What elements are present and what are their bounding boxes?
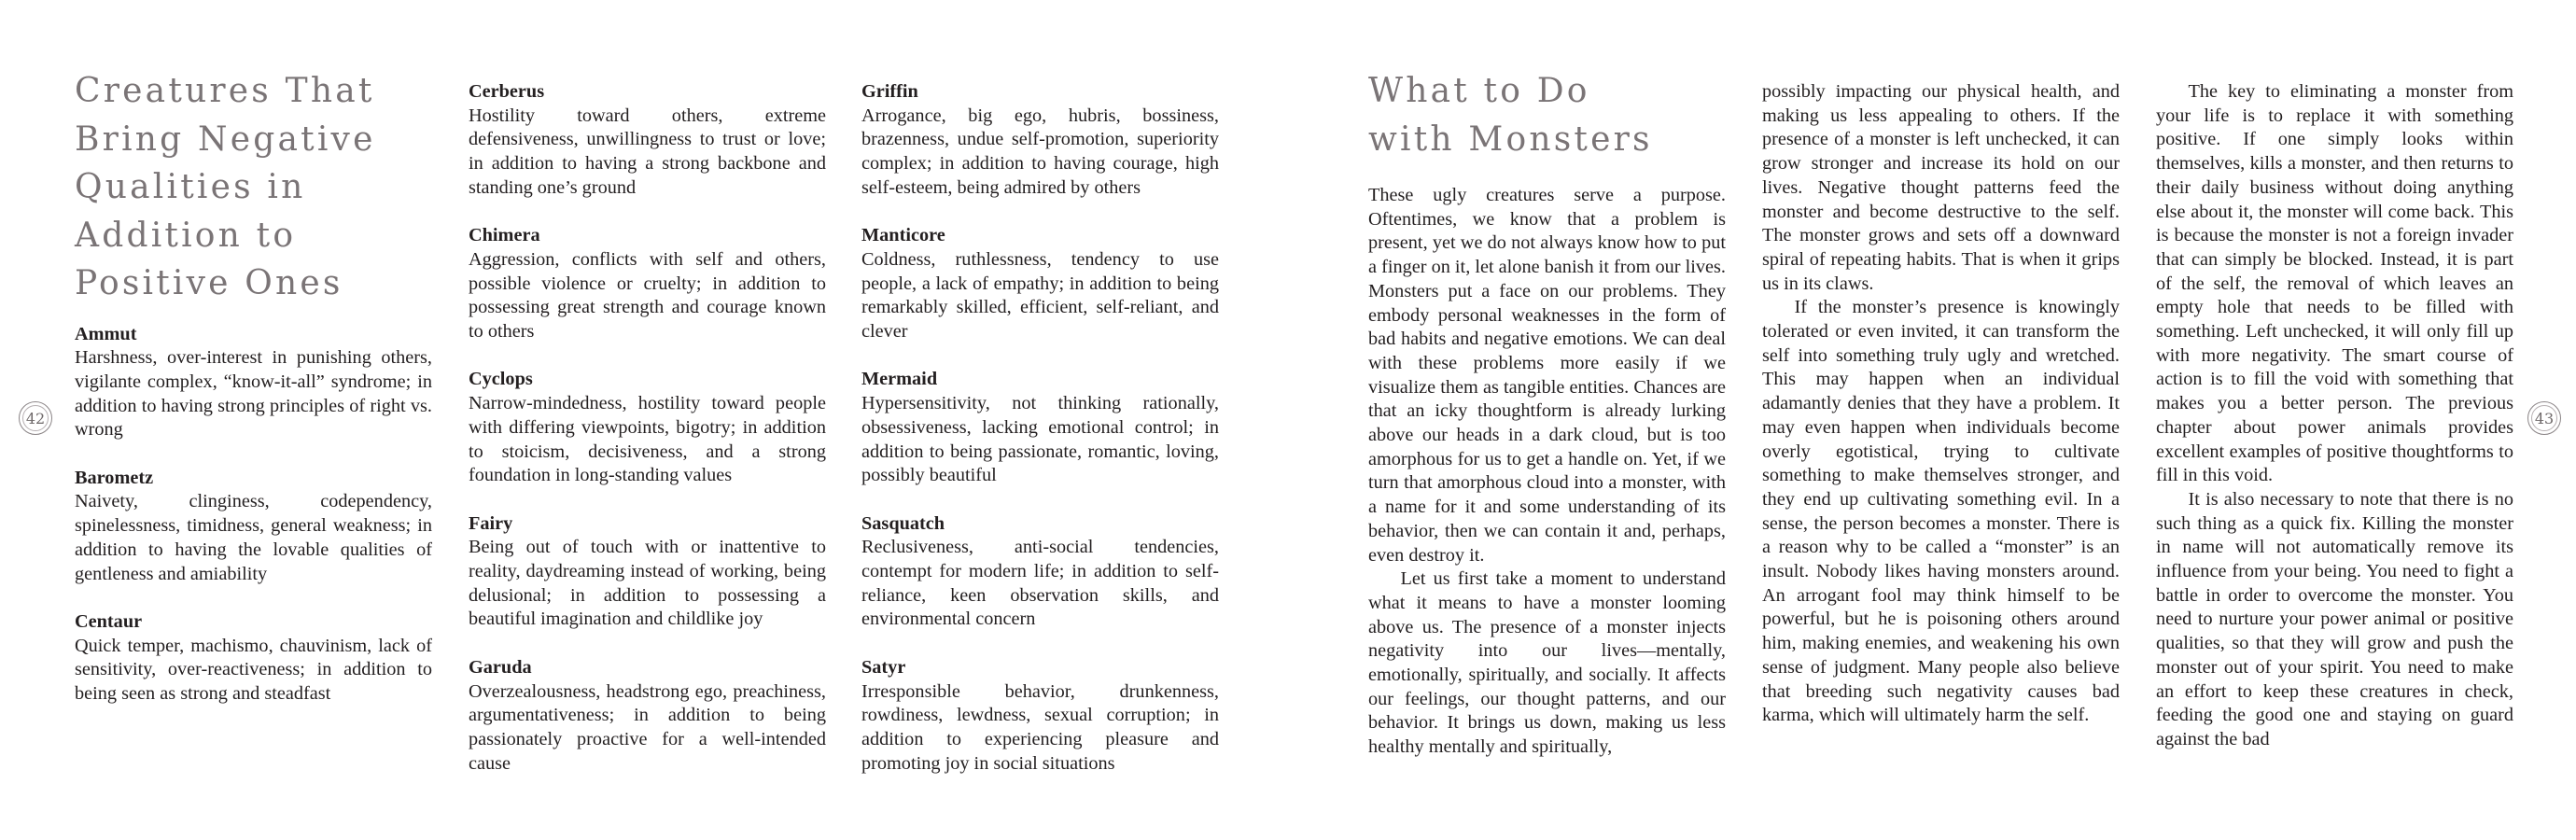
left-page-heading: Creatures That Bring Negative Qualities in Addition to Positive Ones [75, 72, 376, 302]
creature-description: Reclusiveness, anti-social tendencies, contempt for modern life; in addition to self-reliance, keen observation skills, and environmental concern [861, 537, 1219, 630]
creature-entry-garuda [469, 656, 826, 777]
creature-entry-mermaid [861, 368, 1219, 488]
creature-entry-cyclops [469, 368, 826, 488]
right-column-1 [1368, 67, 1726, 760]
body-paragraph: The key to eliminating a monster from your life is to replace it with something positive. If one simply looks within themselves, kills a monster, and then returns to their daily business without doing anything else about it, the monster will come back. This is because the monster is not a foreign invader that can simply be blocked. Instead, it is part of the self, the removal of which leaves an empty hole that needs to be filled with something. Left unchecked, it will only fill up with more negativity. The smart course of action is to fill the void with something that makes you a better person. The previous chapter about power animals provides excellent examples of positive thoughtforms to fill in this void. [2156, 81, 2513, 486]
creature-name: Barometz [75, 467, 154, 488]
creature-name: Satyr [861, 656, 906, 678]
creature-description: Aggression, conflicts with self and others, possible violence or cruelty; in addition to possessing great strength and courage known to others [469, 248, 826, 343]
creature-name: Sasquatch [861, 512, 945, 534]
creature-name: Mermaid [861, 369, 938, 390]
right-column-2 [1762, 80, 2120, 728]
creature-description: Quick temper, machismo, chauvinism, lack of sensitivity, over-reactiveness; in addition to being seen as strong and steadfast [75, 635, 432, 705]
right-column-3 [2156, 80, 2513, 752]
left-column-3 [861, 80, 1219, 800]
creature-name: Manticore [861, 225, 945, 246]
creature-name: Chimera [469, 225, 540, 246]
body-paragraph: If the monster’s presence is knowingly tolerated or even invited, it can transform the self into something truly ugly and wretched. This may happen when an individual adamantly denies that they have a problem. It may even happen when individuals become overly egotistical, trying to cultivate something to make themselves stronger, and they end up cultivating something evil. In a sense, the person becomes a monster. There is a reason why to be called a “monster” is an insult. Nobody likes having monsters around. An arrogant fool may think himself to be powerful, but he is poisoning others around him, making enemies, and weakening his own sense of judgment. Many people also believe that breeding such negativity causes bad karma, which will ultimately harm the self. [1762, 297, 2120, 726]
creature-description: Being out of touch with or inattentive to reality, daydreaming instead of working, being delusional; in addition to possessing a beautiful imagination and childlike joy [469, 537, 826, 630]
creature-description: Overzealousness, headstrong ego, preachiness, argumentativeness; in addition to being passionately proactive for a well-intended cause [469, 680, 826, 774]
body-paragraph: It is also necessary to note that there is no such thing as a quick fix. Killing the monster in name will not automatically remove its influence from your being. You need to fight a battle in order to overcome the monster. You need to nurture your power animal or positive qualities, so that they will grow and push the monster out of your spirit. You need to make an effort to keep these creatures in check, feeding the good one and staying on guard against the bad [2156, 488, 2513, 749]
page-number-right: 43 [2527, 401, 2561, 435]
creature-entry-fairy [469, 512, 826, 633]
body-paragraph: possibly impacting our physical health, and making us less appealing to others. If the presence of a monster is left unchecked, it can grow stronger and increase its hold on our lives. Negative thought patterns feed the monster and become destructive to the self. The monster grows and sets off a downward spiral of repeating habits. That is when it grips us in its claws. [1762, 81, 2120, 294]
creature-name: Cerberus [469, 81, 545, 102]
creature-entry-ammut [75, 323, 432, 443]
creature-description: Hypersensitivity, not thinking rationally, obsessiveness, lacking emotional control; in addition to being passionate, romantic, loving, possibly beautiful [861, 393, 1219, 486]
creature-name: Cyclops [469, 369, 533, 390]
creature-description: Harshness, over-interest in punishing others, vigilante complex, “know-it-all” syndrome; in addition to having strong principles of right vs. wrong [75, 347, 432, 441]
creature-entry-chimera [469, 224, 826, 344]
creature-description: Hostility toward others, extreme defensiveness, unwillingness to trust or love; in addition to having a strong backbone and standing one’s ground [469, 105, 826, 198]
creature-entry-barometz [75, 467, 432, 587]
body-paragraph: These ugly creatures serve a purpose. Oftentimes, we know that a problem is present, yet we do not always know how to put a finger on it, let alone banish it from our lives. Monsters put a face on our problems. They embody personal weaknesses in the form of bad habits and negative emotions. We can deal with these problems more easily if we visualize them as tangible entities. Chances are that an icky thoughtform is already lurking above our heads in a dark cloud, but is too amorphous for us to get a handle on. Yet, if we turn that amorphous cloud into a monster, with a name for it and some understanding of its behavior, then we can contain it and, perhaps, even destroy it. [1368, 185, 1726, 566]
body-paragraph: Let us first take a moment to understand what it means to have a monster looming above us. The presence of a monster injects negativity into our lives—mentally, emotionally, spiritually, and socially. It affects our feelings, our thought patterns, and our behavior. It brings us down, making us less healthy mentally and spiritually, [1368, 568, 1726, 758]
creature-entry-centaur [75, 610, 432, 707]
left-column-2 [469, 80, 826, 800]
creature-entry-cerberus [469, 80, 826, 201]
creature-name: Fairy [469, 512, 513, 534]
creature-entry-sasquatch [861, 512, 1219, 633]
page-number-left: 42 [19, 401, 52, 435]
right-page-heading: What to Do with Monsters [1368, 72, 1653, 159]
creature-description: Narrow-mindedness, hostility toward people with differing viewpoints, bigotry; in addition to stoicism, decisiveness, and a strong foundation in long-standing values [469, 393, 826, 486]
creature-name: Garuda [469, 656, 532, 678]
creature-name: Ammut [75, 323, 137, 344]
creature-name: Griffin [861, 81, 918, 102]
creature-description: Naivety, clinginess, codependency, spinelessness, timidness, general weakness; in addition to having the lovable qualities of gentleness and amiability [75, 491, 432, 584]
creature-description: Irresponsible behavior, drunkenness, rowdiness, lewdness, sexual corruption; in addition to experiencing pleasure and promoting joy in social situations [861, 680, 1219, 774]
creature-description: Coldness, ruthlessness, tendency to use people, a lack of empathy; in addition to being remarkably skilled, efficient, self-reliant, and clever [861, 248, 1219, 343]
creature-name: Centaur [75, 610, 143, 632]
left-column-1 [75, 67, 432, 730]
creature-entry-griffin [861, 80, 1219, 201]
creature-entry-manticore [861, 224, 1219, 344]
creature-entry-satyr [861, 656, 1219, 777]
creature-description: Arrogance, big ego, hubris, bossiness, brazenness, undue self-promotion, superiority complex; in addition to having courage, high self-esteem, being admired by others [861, 105, 1219, 198]
